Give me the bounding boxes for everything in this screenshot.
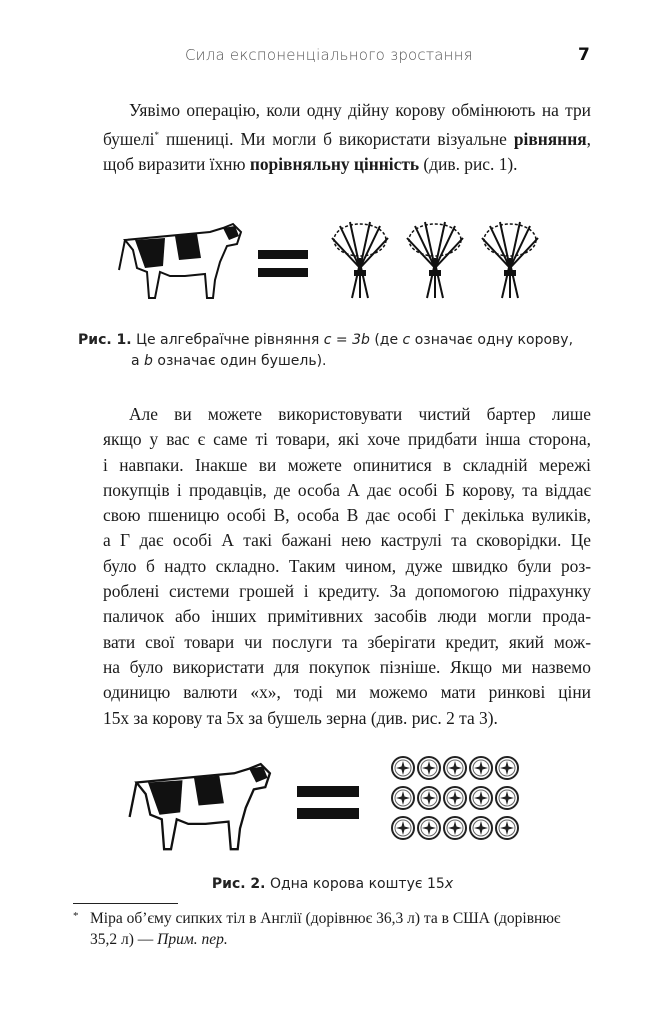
text-line: Але ви можете використовувати чистий бартер лише <box>129 404 591 424</box>
paragraph-1 <box>103 98 591 178</box>
text-line: на було використати для покупок пізніше. Якщо ми назвемо <box>103 656 591 677</box>
footnote-line <box>90 929 593 950</box>
text-line: паличок або інших примітивних засобів люди могли прода- <box>103 606 591 627</box>
text: пшениці. Ми могли б використати візуальне <box>159 129 514 150</box>
equals-sign-icon <box>297 786 359 819</box>
wheat-icon <box>407 222 463 298</box>
coin-icon <box>392 817 414 839</box>
wheat-icon <box>332 222 388 298</box>
caption-label: Рис. 2. <box>211 876 266 892</box>
text: а <box>131 353 145 369</box>
footnote-marker: * <box>73 910 79 922</box>
footnote-divider <box>73 903 178 904</box>
coin-icon <box>496 787 518 809</box>
text: (де <box>369 332 403 348</box>
coin-grid <box>392 757 518 839</box>
text: щоб виразити їхню <box>103 154 250 175</box>
term-bold: рівняння <box>513 129 587 150</box>
variable: x <box>444 876 454 892</box>
coin-icon <box>418 817 440 839</box>
coin-icon <box>444 787 466 809</box>
translator-note: Прим. пер. <box>157 931 228 948</box>
text-line: покупців і продавців, де особа А дає особі Б корову, та віддає <box>103 479 591 500</box>
coin-icon <box>392 757 414 779</box>
text-line: 15x за корову та 5x за бушель зерна (див. рис. 2 та 3). <box>103 707 498 728</box>
text: означає одну корову, <box>410 332 574 348</box>
text: Це алгебраїчне рівняння <box>131 332 324 348</box>
page-number: 7 <box>578 45 590 65</box>
coin-icon <box>470 817 492 839</box>
term-bold: порівняльну цінність <box>249 154 420 175</box>
text-line: і навпаки. Інакше ви можете опинитися в складній мережі <box>103 454 591 475</box>
text: бушелі <box>103 129 155 150</box>
text: Одна корова коштує 15 <box>265 876 445 892</box>
coin-icon <box>444 817 466 839</box>
figure-2-illustration <box>125 742 575 862</box>
footnote-line: Міра об’єму сипких тіл в Англії (дорівнює 36,3 л) та в США (дорівнює <box>90 910 561 927</box>
coin-icon <box>418 757 440 779</box>
wheat-sheaves <box>332 222 538 298</box>
running-title: Сила експоненціального зростання <box>185 46 473 64</box>
variable: c <box>402 332 411 348</box>
coin-icon <box>392 787 414 809</box>
paragraph-2 <box>103 402 591 731</box>
equation: c = 3b <box>323 332 370 348</box>
text-line: а Г дає особі А такі бажані нею каструлі та сковорідки. Це <box>103 530 591 551</box>
text-line: роблені системи грошей і кредиту. За допомогою підрахунку <box>103 581 591 602</box>
figure-1-illustration <box>115 210 595 310</box>
coin-icon <box>496 757 518 779</box>
coin-icon <box>444 757 466 779</box>
coin-icon <box>470 787 492 809</box>
cow-icon <box>119 224 241 298</box>
text-line: одиницю валюти «x», тоді ми можемо мати ринкові ціни <box>103 682 591 703</box>
figure-1-caption <box>78 330 598 372</box>
text-line: було б надто складно. Таким чином, дуже швидко були роз- <box>103 555 591 576</box>
text-line <box>103 152 591 177</box>
text-line: якщо у вас є саме ті товари, які хоче придбати інша сторона, <box>103 429 591 450</box>
caption-label: Рис. 1. <box>78 332 132 348</box>
text: 35,2 л) — <box>90 931 158 948</box>
cow-icon <box>130 764 270 849</box>
text: означає один бушель). <box>152 353 327 369</box>
text-line <box>103 123 591 152</box>
equals-sign-icon <box>258 250 308 277</box>
coin-icon <box>418 787 440 809</box>
text-line: Уявімо операцію, коли одну дійну корову обмінюють на три <box>129 100 591 120</box>
text: , <box>586 129 591 150</box>
coin-icon <box>470 757 492 779</box>
text: (див. рис. 1). <box>419 154 518 175</box>
text-line: вати свої товари чи послуги та зберігати кредит, який мож- <box>103 631 591 652</box>
text-line: свою пшеницю особі В, особа В дає особі Г декілька вуликів, <box>103 505 591 526</box>
footnote <box>73 908 593 950</box>
figure-2-caption <box>0 874 665 895</box>
footnote-ref[interactable]: * <box>154 130 160 141</box>
coin-icon <box>496 817 518 839</box>
variable: b <box>144 353 153 369</box>
wheat-icon <box>482 222 538 298</box>
